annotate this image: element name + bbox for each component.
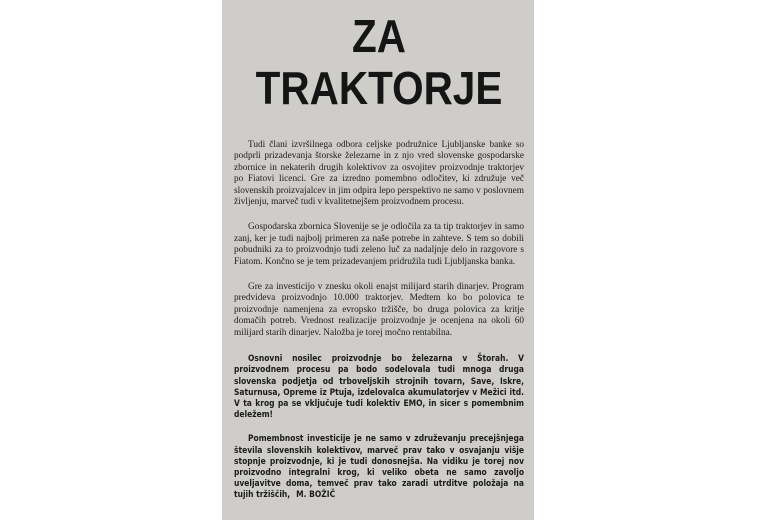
article-paragraph-3: Gre za investicijo v znesku okoli enajst milijard starih dinarjev. Program predvideva proizvodnjo 10.000 traktorjev. Medtem ko bo polovica te proizvodnje namenjena za evropsko tržišče, bo druga polovica za kritje domačih potreb. Vrednost realizacije proizvodnje je ocenjena na okoli 60 milijard starih dinarjev. Naložba je torej močno rentabilna.	[234, 282, 524, 338]
article-paragraph-5-text: Pomembnost investicije je ne samo v združevanju precejšnjega števila slovenskih kolektivov, marveč prav tako v osvajanju višje stopnje proizvodnje, ki je tudi donosnejša. Na vidiku je torej nov proizvodno integralni krog, ki veliko obeta ne samo zavoljo uveljavitve doma, temveč prav tako zaradi utrditve položaja na tujih tržiščih,	[234, 433, 524, 500]
article-paragraph-2: Gospodarska zbornica Slovenije se je odločila za ta tip traktorjev in samo zanj, ker je tudi najbolj primeren za naše potrebe in zahteve. S tem so dobili pobudniki za to proizvodnjo tudi zeleno luč za nadaljnje delo in razgovore s Fiatom. Končno se je tem prizadevanjem pridružila tudi Ljubljanska banka.	[234, 222, 524, 267]
article-paragraph-5	[234, 433, 524, 500]
article-paragraph-1: Tudi člani izvršilnega odbora celjske podružnice Ljubljanske banke so podprli prizadevanja štorske železarne in z njo vred slovenske gospodarske zbornice in nekaterih drugih kolektivov za osvojitev proizvodnje traktorjev po Fiatovi licenci. Gre za izredno pomembno odločitev, ki združuje več slovenskih proizvajalcev in jim odpira lepo perspektivo ne samo v poslovnem življenju, marveč tudi v kvalitetnejšem proizvodnem procesu.	[234, 140, 524, 208]
article-headline: ZA TRAKTORJE	[255, 10, 503, 114]
author-signature: M. BOŽIČ	[296, 489, 336, 500]
newspaper-clipping	[222, 0, 534, 520]
article-paragraph-4: Osnovni nosilec proizvodnje bo železarna v Štorah. V proizvodnem procesu pa bodo sodelovala tudi mnoga druga slovenska podjetja od trboveljskih strojnih tovarn, Save, Iskre, Saturnusa, Opreme iz Ptuja, izdelovalca akumulatorjev v Mežici itd. V ta krog pa se vključuje tudi kolektiv EMO, in sicer s pomembnim deležem!	[234, 353, 524, 420]
